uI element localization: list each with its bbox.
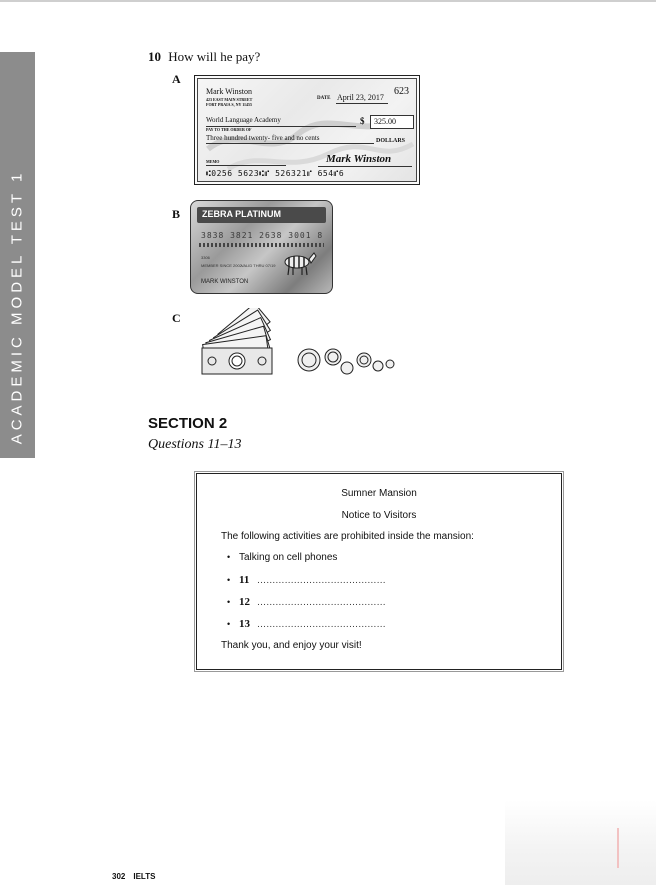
cheque-signature: Mark Winston [326, 153, 392, 165]
cheque-payee: World Language Academy [206, 116, 281, 124]
bullet-icon: • [227, 552, 231, 562]
cheque-date: April 23, 2017 [337, 93, 384, 102]
notice-title: Sumner Mansion [341, 488, 417, 499]
option-c-letter: C [172, 311, 181, 325]
question-text: How will he pay? [168, 49, 261, 64]
cheque-micr-line: ⑆0256 5623⑆⑈ 526321⑈ 654⑈6 [206, 169, 345, 178]
bullet-icon: • [227, 597, 231, 607]
notice-thanks: Thank you, and enjoy your visit! [221, 640, 362, 651]
cheque-date-label: DATE [317, 96, 331, 101]
page-number: 302 [112, 872, 126, 881]
question-10 [148, 49, 260, 65]
notice-subtitle: Notice to Visitors [341, 510, 417, 521]
zebra-icon [277, 247, 317, 277]
credit-card-image [190, 200, 333, 294]
card-holder: MARK WINSTON [201, 279, 249, 285]
cheque-amount-words: Three hundred twenty- five and no cents [206, 134, 320, 142]
gap-answer-blank[interactable]: …………………………………… [257, 575, 386, 585]
bullet-icon: • [227, 575, 231, 585]
cheque-image [194, 75, 420, 185]
gap-number: 12 [239, 596, 250, 608]
gap-12 [227, 596, 386, 608]
card-small-1: 3306 [201, 255, 210, 260]
sidebar-label: ACADEMIC MODEL TEST 1 [8, 169, 26, 445]
card-small-3: VALID THRU 07/19 [241, 263, 276, 268]
gap-13 [227, 618, 386, 630]
card-small-2: MEMBER SINCE 2002 [201, 263, 242, 268]
cheque-address-2: FORT PRAIA S, NY 11455 [206, 102, 252, 107]
cheque-background [197, 78, 417, 182]
option-b-letter: B [172, 207, 181, 221]
gap-number: 11 [239, 574, 250, 586]
cheque-number: 623 [394, 86, 409, 97]
cheque-signature-line [318, 166, 412, 167]
gap-answer-blank[interactable]: …………………………………… [257, 619, 386, 629]
page-footer [112, 872, 155, 881]
question-number: 10 [148, 49, 161, 64]
gap-answer-blank[interactable]: …………………………………… [257, 597, 386, 607]
bullet-text: Talking on cell phones [239, 552, 338, 563]
top-rule [0, 0, 656, 2]
gap-11 [227, 574, 386, 586]
cheque-pay-to-label: PAY TO THE ORDER OF [206, 127, 252, 132]
cheque-memo-label: MEMO [206, 159, 220, 164]
card-brand: ZEBRA PLATINUM [197, 207, 326, 223]
notice-intro: The following activities are prohibited inside the mansion: [221, 531, 474, 542]
cheque-amount: 325.00 [374, 117, 396, 126]
cheque-name: Mark Winston [206, 87, 252, 96]
notice-box [196, 473, 562, 670]
card-number: 3838 3821 2638 3001 8 [201, 231, 324, 240]
cheque-dollars-label: DOLLARS [376, 138, 406, 144]
page-corner-shade [505, 800, 656, 885]
banknotes-icon [202, 308, 272, 374]
coins-icon [298, 349, 394, 374]
cheque-memo-line [206, 165, 286, 166]
option-a-letter: A [172, 72, 181, 86]
bullet-icon: • [227, 619, 231, 629]
sidebar-tab [0, 52, 35, 458]
page-mark [617, 828, 619, 868]
section-title: SECTION 2 [148, 415, 228, 432]
cheque-currency: $ [360, 116, 365, 126]
footer-title: IELTS [133, 872, 156, 881]
notice-bullet [227, 552, 337, 563]
cheque-address-1: 423 EAST MAIN STREET [206, 97, 253, 102]
section-subtitle: Questions 11–13 [148, 437, 242, 452]
gap-number: 13 [239, 618, 250, 630]
cash-image [192, 308, 402, 388]
cheque-date-line [336, 103, 388, 104]
cheque-words-line [206, 143, 374, 144]
